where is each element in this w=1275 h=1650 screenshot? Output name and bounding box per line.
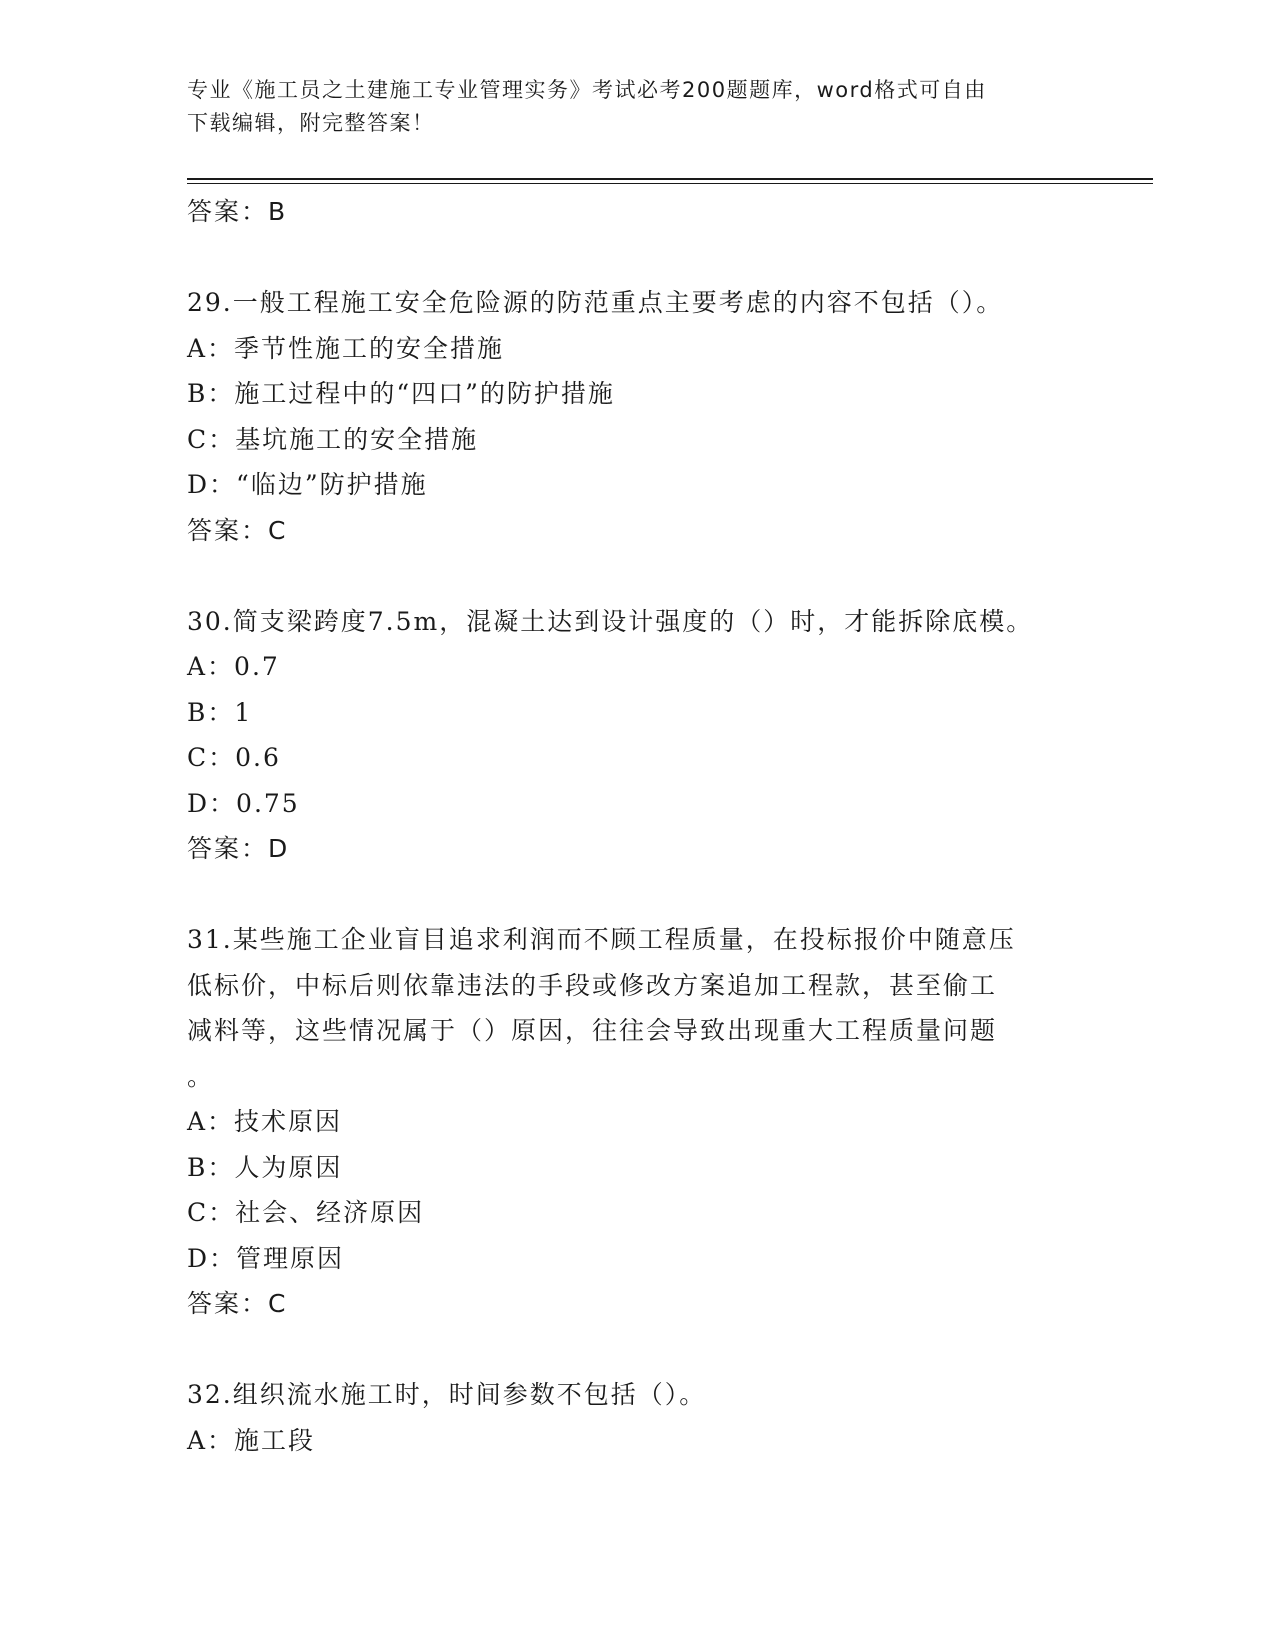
option-d: D：0.75 [187, 788, 300, 818]
spacer [187, 235, 1087, 281]
option-c: C：基坑施工的安全措施 [187, 424, 479, 454]
question-stem [187, 917, 1087, 1099]
spacer [187, 1327, 1087, 1373]
document-body [187, 189, 1087, 1463]
answer-line: 答案：C [187, 1289, 288, 1318]
question-stem-line: 。 [187, 1061, 215, 1091]
question-block [187, 917, 1087, 1327]
header-divider-thin [187, 183, 1153, 184]
question-stem: 29.一般工程施工安全危险源的防范重点主要考虑的内容不包括（）。 [187, 288, 1004, 317]
spacer [187, 553, 1087, 599]
header-line-2: 下载编辑，附完整答案！ [187, 111, 435, 135]
question-stem: 32.组织流水施工时，时间参数不包括（）。 [187, 1380, 707, 1409]
option-d: D：管理原因 [187, 1243, 345, 1273]
option-c: C：社会、经济原因 [187, 1198, 425, 1227]
answer-line: 答案：C [187, 515, 288, 545]
question-stem: 30.简支梁跨度7.5m，混凝土达到设计强度的（）时，才能拆除底模。 [187, 606, 1034, 636]
header-divider-thick [187, 178, 1153, 180]
header-line-1: 专业《施工员之土建施工专业管理实务》考试必考200题题库，word格式可自由 [187, 78, 987, 102]
option-a: A：0.7 [187, 652, 280, 681]
question-block [187, 280, 1087, 553]
previous-answer: 答案：B [187, 197, 288, 226]
option-d: D：“临边”防护措施 [187, 470, 428, 499]
question-block [187, 599, 1087, 872]
option-c: C：0.6 [187, 743, 281, 772]
option-b: B：1 [187, 697, 253, 727]
question-block [187, 1372, 1087, 1463]
question-stem-line: 低标价，中标后则依靠违法的手段或修改方案追加工程款，甚至偷工 [187, 970, 998, 1000]
option-a: A：技术原因 [187, 1107, 343, 1136]
question-stem-line: 减料等，这些情况属于（）原因，往往会导致出现重大工程质量问题 [187, 1016, 998, 1045]
document-header [187, 74, 1067, 140]
question-stem-line: 31.某些施工企业盲目追求利润而不顾工程质量，在投标报价中随意压 [187, 925, 1016, 954]
option-a: A：季节性施工的安全措施 [187, 333, 505, 363]
option-b: B：施工过程中的“四口”的防护措施 [187, 379, 615, 408]
option-a: A：施工段 [187, 1425, 316, 1455]
spacer [187, 872, 1087, 918]
option-b: B：人为原因 [187, 1152, 343, 1182]
answer-line: 答案：D [187, 834, 290, 863]
